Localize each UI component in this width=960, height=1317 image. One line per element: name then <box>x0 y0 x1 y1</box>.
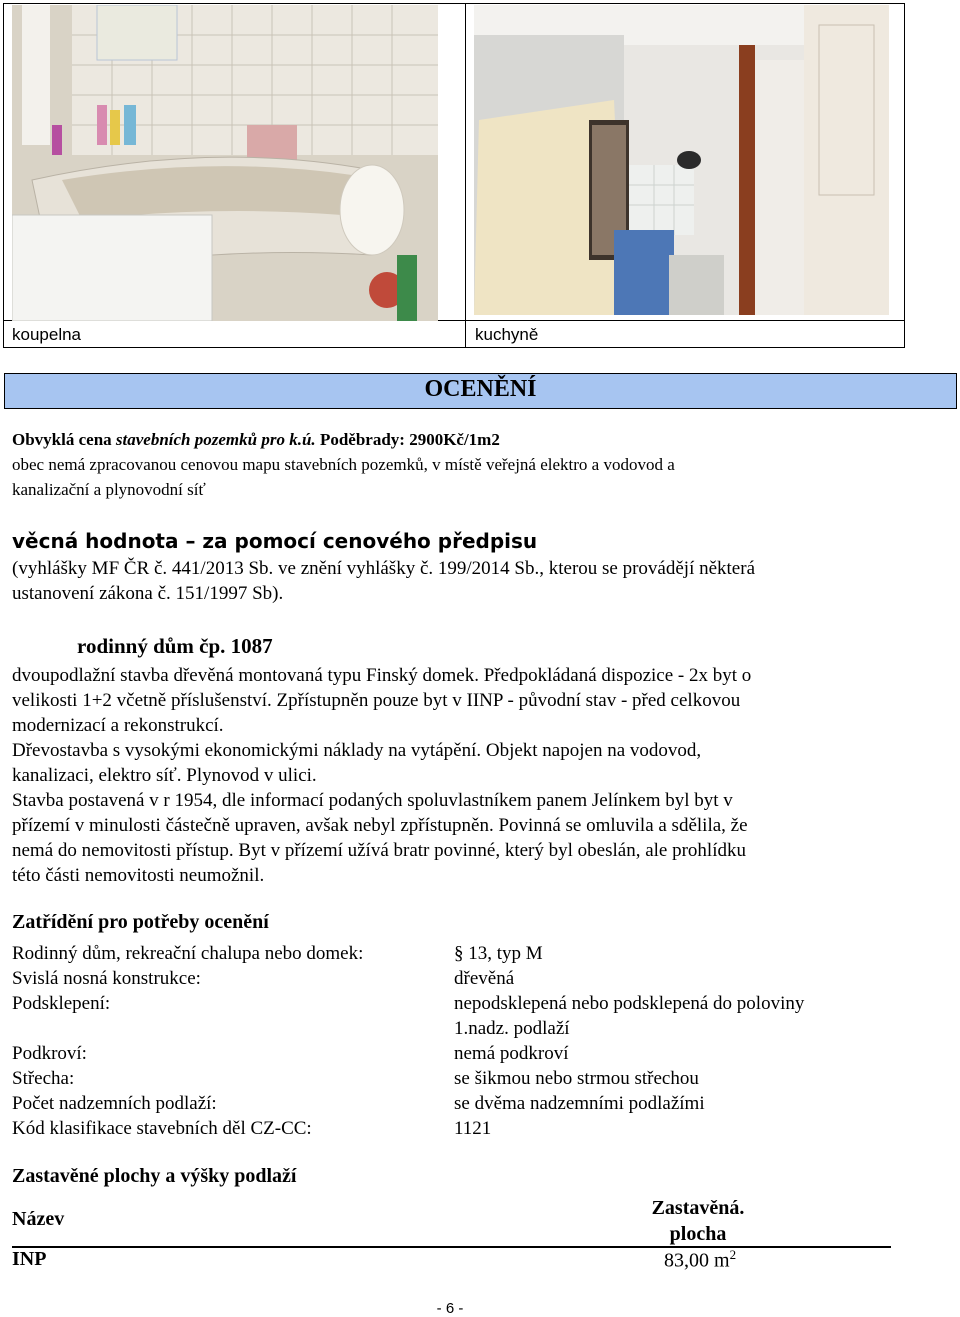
areas-col-name: Název <box>12 1208 65 1230</box>
classification-labels <box>12 941 363 1141</box>
areas-row-value-unit-sup: 2 <box>729 1247 737 1262</box>
intro-line-3: kanalizační a plynovodní síť <box>12 480 206 499</box>
price-value: : 2900Kč/1m2 <box>399 430 500 449</box>
classification-value: § 13, typ M <box>454 943 543 964</box>
areas-row-name: INP <box>12 1248 47 1270</box>
areas-table-rule <box>12 1246 891 1248</box>
house-line: Dřevostavba s vysokými ekonomickými náklady na vytápění. Objekt napojen na vodovod, <box>12 740 702 761</box>
price-location: Poděbrady <box>315 430 400 449</box>
house-heading: rodinný dům čp. 1087 <box>77 634 273 658</box>
page-number: - 6 - <box>436 1300 464 1317</box>
classification-values <box>454 941 804 1141</box>
price-label: Obvyklá cena <box>12 430 116 449</box>
house-line: nemá do nemovitosti přístup. Byt v přízemí užívá bratr povinné, který byl obeslán, ale prohlídku <box>12 840 746 861</box>
classification-label: Rodinný dům, rekreační chalupa nebo domek: <box>12 943 364 964</box>
areas-row-value <box>664 1247 736 1273</box>
section-title: OCENĚNÍ <box>424 376 537 402</box>
house-line: dvoupodlažní stavba dřevěná montovaná typu Finský domek. Předpokládaná dispozice - 2x byt o <box>12 665 752 686</box>
areas-col-area-line-1: Zastavěná. <box>651 1197 745 1219</box>
house-line: přízemí v minulosti částečně upraven, avšak nebyl zpřístupněn. Povinná se omluvila a sdělila, že <box>12 815 748 836</box>
house-line: Stavba postavená v r 1954, dle informací podaných spoluvlastníkem panem Jelínkem byl byt v <box>12 790 733 811</box>
photo-table-divider <box>465 3 466 348</box>
intro-line-2: obec nemá zpracovanou cenovou mapu stavebních pozemků, v místě veřejná elektro a vodovod a <box>12 455 675 474</box>
kitchen-photo <box>474 5 889 315</box>
price-subject: stavebních pozemků pro k.ú. <box>115 430 316 449</box>
classification-heading: Zatřídění pro potřeby ocenění <box>12 911 269 933</box>
classification-label: Podsklepení: <box>12 993 111 1014</box>
house-line: této části nemovitosti neumožnil. <box>12 865 265 886</box>
classification-value: dřevěná <box>454 968 515 989</box>
house-line: modernizací a rekonstrukcí. <box>12 715 224 736</box>
classification-label: Podkroví: <box>12 1043 87 1064</box>
classification-value: 1121 <box>454 1118 492 1139</box>
classification-label: Kód klasifikace stavebních děl CZ-CC: <box>12 1118 312 1139</box>
bathroom-photo <box>12 5 438 321</box>
house-line: velikosti 1+2 včetně příslušenství. Zpřístupněn pouze byt v IINP - původní stav - před celkovou <box>12 690 741 711</box>
areas-row-value-number: 83,00 m <box>664 1249 730 1272</box>
classification-value: nepodsklepená nebo podsklepená do poloviny <box>454 993 805 1014</box>
photo-caption-bathroom: koupelna <box>12 325 82 344</box>
valuation-line-1: (vyhlášky MF ČR č. 441/2013 Sb. ve znění vyhlášky č. 199/2014 Sb., kterou se provádějí některá <box>12 558 756 579</box>
classification-value: nemá podkroví <box>454 1043 569 1064</box>
price-line <box>12 427 500 452</box>
classification-label: Počet nadzemních podlaží: <box>12 1093 217 1114</box>
classification-label: Střecha: <box>12 1068 75 1089</box>
classification-value: se šikmou nebo strmou střechou <box>454 1068 699 1089</box>
classification-label <box>12 1016 363 1041</box>
valuation-heading: věcná hodnota – za pomocí cenového předpisu <box>12 529 538 553</box>
photo-caption-kitchen: kuchyně <box>475 325 539 344</box>
areas-col-area-line-2: plocha <box>669 1223 727 1245</box>
classification-value: 1.nadz. podlaží <box>454 1018 570 1039</box>
classification-label: Svislá nosná konstrukce: <box>12 968 201 989</box>
house-line: kanalizaci, elektro síť. Plynovod v ulici. <box>12 765 317 786</box>
house-description <box>12 663 751 888</box>
areas-col-area <box>630 1195 766 1247</box>
valuation-line-2: ustanovení zákona č. 151/1997 Sb). <box>12 583 284 604</box>
classification-value: se dvěma nadzemními podlažími <box>454 1093 705 1114</box>
areas-heading: Zastavěné plochy a výšky podlaží <box>12 1165 297 1187</box>
